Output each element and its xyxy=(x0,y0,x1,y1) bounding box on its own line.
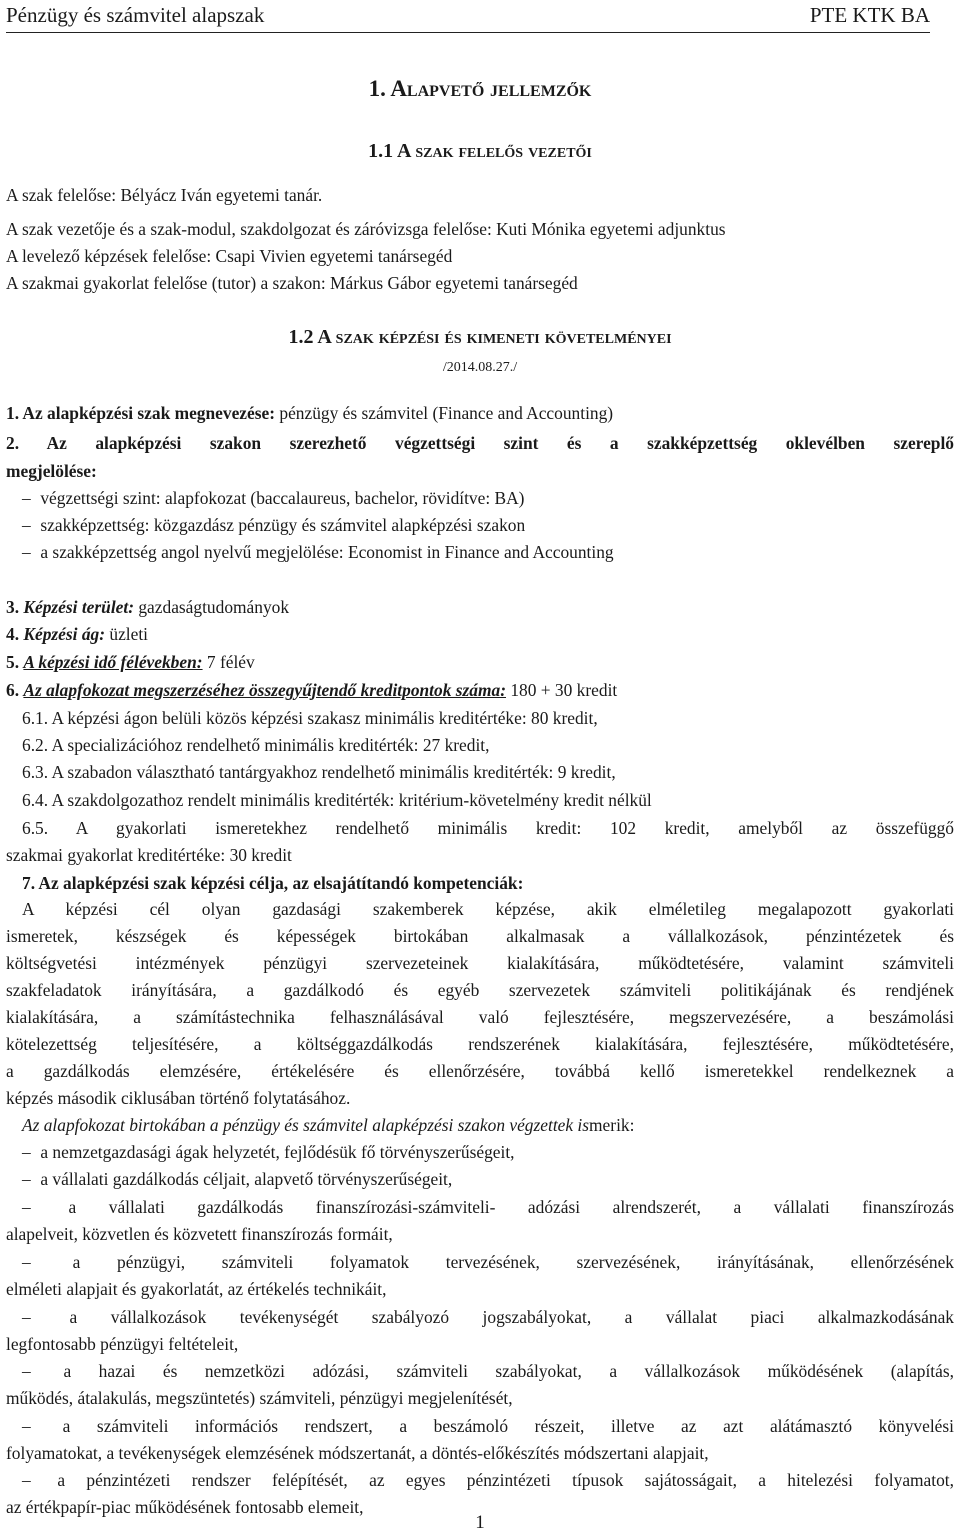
section-7: 7. Az alapképzési szak képzési célja, az elsajátítandó kompetenciák: xyxy=(22,873,524,893)
para-line: A képzési cél olyan gazdasági szakemberek képzése, akik elméletileg megalapozott gyakorlati xyxy=(22,899,954,919)
subsection: 6.2. A specializációhoz rendelhető minimális kreditérték: 27 kredit, xyxy=(22,735,490,755)
list-item xyxy=(22,487,954,509)
knowledge-intro xyxy=(22,1114,954,1136)
item-text: a pénzügyi, számviteli folyamatok tervezésének, szervezésének, irányításának, ellenőrzésének xyxy=(72,1252,954,1272)
item-text: szakképzettség: közgazdász pénzügy és számvitel alapképzési szakon xyxy=(40,515,526,535)
resp-line: A szak felelőse: Bélyácz Iván egyetemi tanár. xyxy=(6,185,323,205)
para-line: kialakítására, a számítástechnika felhasználásával való fejlesztésére, megszervezésére, a beszámolási xyxy=(6,1007,954,1027)
list-item xyxy=(22,541,954,563)
para-line: a gazdálkodás elemzésére, értékelésére és ellenőrzésére, továbbá kellő ismeretekkel rendelkeznek a xyxy=(6,1061,954,1081)
section-4 xyxy=(6,623,954,645)
dash: – xyxy=(22,1142,31,1162)
knowledge-item xyxy=(22,1251,954,1273)
resp-line: A levelező képzések felelőse: Csapi Vivien egyetemi tanársegéd xyxy=(6,246,453,266)
dash: – xyxy=(22,1197,31,1217)
label: Képzési ág: xyxy=(23,624,106,644)
header-left: Pénzügy és számvitel alapszak xyxy=(6,3,265,27)
list-item xyxy=(22,514,954,536)
knowledge-item-cont: működés, átalakulás, megszüntetés) számviteli, pénzügyi megjelenítését, xyxy=(6,1388,513,1408)
page-number: 1 xyxy=(475,1512,485,1533)
dash: – xyxy=(22,1416,31,1436)
num: 3. xyxy=(6,597,24,617)
heading-1: 1. Alapvető jellemzők xyxy=(368,76,592,101)
item-text: a pénzintézeti rendszer felépítését, az egyes pénzintézeti típusok sajátosságait, a hitelezési folyamatot, xyxy=(57,1470,954,1490)
item-text: a számviteli információs rendszert, a beszámoló részeit, illetve az azt alátámasztó könyvelési xyxy=(62,1416,954,1436)
heading-1-1: 1.1 A szak felelős vezetői xyxy=(368,140,592,162)
dash: – xyxy=(22,1252,31,1272)
item-text: a nemzetgazdasági ágak helyzetét, fejlődésük fő törvényszerűségeit, xyxy=(40,1142,515,1162)
dash: – xyxy=(22,1361,31,1381)
knowledge-item xyxy=(22,1196,954,1218)
section-1 xyxy=(6,402,954,424)
knowledge-item xyxy=(22,1360,954,1382)
knowledge-item xyxy=(22,1306,954,1328)
knowledge-item xyxy=(22,1168,954,1190)
intro-rest: merik: xyxy=(589,1115,635,1135)
label: Az alapfokozat megszerzéséhez összegyűjtendő kreditpontok száma: xyxy=(23,680,506,700)
section-1-label: 1. Az alapképzési szak megnevezése: xyxy=(6,403,276,423)
para-line: kötelezettség teljesítésére, a költséggazdálkodás rendszerének kialakítására, fejlesztésére, működtetésére, xyxy=(6,1034,954,1054)
date: /2014.08.27./ xyxy=(442,360,518,375)
label: Képzési terület: xyxy=(23,597,135,617)
knowledge-item-cont: folyamatokat, a tevékenységek elemzésének módszertanát, a döntés-előkészítés módszertani alapjait, xyxy=(6,1443,709,1463)
item-text: a hazai és nemzetközi adózási, számviteli szabályokat, a vállalkozások működésének (alapítás, xyxy=(63,1361,954,1381)
knowledge-item-cont: elméleti alapjait és gyakorlatát, az értékelés technikáit, xyxy=(6,1279,387,1299)
dash: – xyxy=(22,515,31,535)
knowledge-item xyxy=(22,1469,954,1491)
para-line: szakfeladatok irányítására, a gazdálkodó és egyéb szervezetek számviteli politikájának és rendjének xyxy=(6,980,954,1000)
item-text: a vállalkozások tevékenységét szabályozó jogszabályokat, a vállalat piaci alkalmazkodásának xyxy=(69,1307,954,1327)
knowledge-item-cont: az értékpapír-piac működésének fontosabb elemeit, xyxy=(6,1497,364,1517)
dash: – xyxy=(22,1307,31,1327)
para-line: képzés második ciklusában történő folytatásához. xyxy=(6,1088,351,1108)
item-text: a szakképzettség angol nyelvű megjelölése: Economist in Finance and Accounting xyxy=(40,542,614,562)
para-line: költségvetési intézmények pénzügyi szervezeteinek kialakítására, működtetésére, valamint számviteli xyxy=(6,953,954,973)
text: gazdaságtudományok xyxy=(134,597,290,617)
resp-line: A szak vezetője és a szak-modul, szakdolgozat és záróvizsga felelőse: Kuti Mónika egyetemi adjunktus xyxy=(6,219,726,239)
text: üzleti xyxy=(105,624,149,644)
para-line: ismeretek, készségek és képességek birtokában alkalmasak a vállalkozások, pénzintézetek és xyxy=(6,926,954,946)
dash: – xyxy=(22,488,31,508)
subsection-6-5-l1: 6.5. A gyakorlati ismeretekhez rendelhető minimális kredit: 102 kredit, amelyből az összefüggő xyxy=(22,818,954,838)
section-2-l1: 2. Az alapképzési szakon szerezhető végzettségi szint és a szakképzettség oklevélben szereplő xyxy=(6,433,954,453)
dash: – xyxy=(22,1470,31,1490)
knowledge-item xyxy=(22,1415,954,1437)
subsection: 6.3. A szabadon választható tantárgyakhoz rendelhető minimális kreditérték: 9 kredit, xyxy=(22,762,616,782)
resp-line: A szakmai gyakorlat felelőse (tutor) a szakon: Márkus Gábor egyetemi tanársegéd xyxy=(6,273,578,293)
knowledge-item xyxy=(22,1141,954,1163)
subsection: 6.1. A képzési ágon belüli közös képzési szakasz minimális kreditértéke: 80 kredit, xyxy=(22,708,598,728)
label: A képzési idő félévekben: xyxy=(23,652,203,672)
knowledge-item-cont: alapelveit, közvetlen és közvetett finanszírozás formáit, xyxy=(6,1224,393,1244)
text: 180 + 30 kredit xyxy=(506,680,618,700)
section-6 xyxy=(6,679,954,701)
dash: – xyxy=(22,1169,31,1189)
page-header xyxy=(6,2,930,33)
intro-italic: Az alapfokozat birtokában a pénzügy és számvitel alapképzési szakon végzettek is xyxy=(22,1115,590,1135)
knowledge-item-cont: legfontosabb pénzügyi feltételeit, xyxy=(6,1334,239,1354)
text: 7 félév xyxy=(202,652,255,672)
section-5 xyxy=(6,651,954,673)
header-right: PTE KTK BA xyxy=(809,3,930,27)
heading-1-2: 1.2 A szak képzési és kimeneti követelményei xyxy=(288,326,672,348)
item-text: a vállalati gazdálkodás céljait, alapvető törvényszerűségeit, xyxy=(40,1169,453,1189)
item-text: a vállalati gazdálkodás finanszírozási-számviteli- adózási alrendszerét, a vállalati finanszírozás xyxy=(68,1197,954,1217)
dash: – xyxy=(22,542,31,562)
num: 4. xyxy=(6,624,24,644)
item-text: végzettségi szint: alapfokozat (baccalaureus, bachelor, rövidítve: BA) xyxy=(40,488,525,508)
num: 6. xyxy=(6,680,24,700)
section-1-text: pénzügy és számvitel (Finance and Accounting) xyxy=(275,403,614,423)
section-2-l2: megjelölése: xyxy=(6,461,97,481)
section-3 xyxy=(6,596,954,618)
subsection-6-5-l2: szakmai gyakorlat kreditértéke: 30 kredit xyxy=(6,845,292,865)
num: 5. xyxy=(6,652,24,672)
subsection: 6.4. A szakdolgozathoz rendelt minimális kreditérték: kritérium-követelmény kredit nélkül xyxy=(22,790,652,810)
